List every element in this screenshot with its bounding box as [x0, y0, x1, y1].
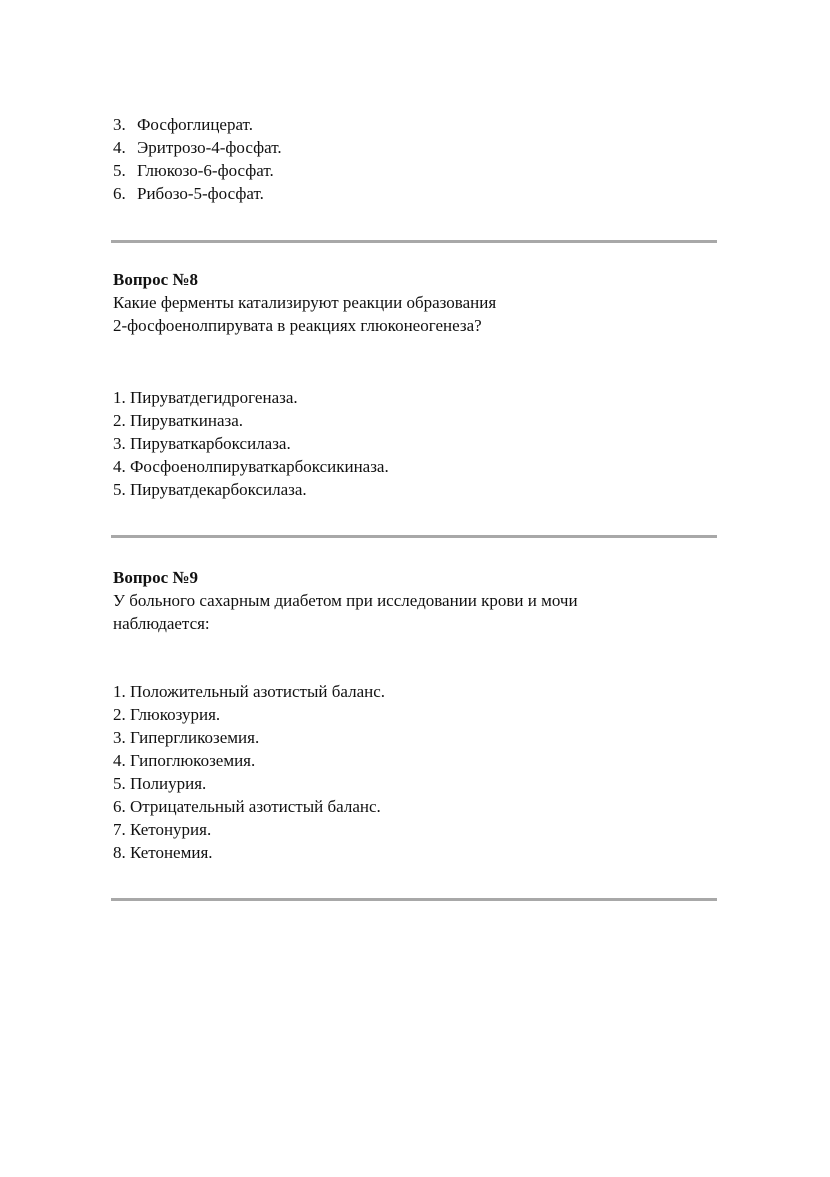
section-divider — [111, 240, 717, 243]
answer-option: 3. Пируваткарбоксилаза. — [113, 434, 291, 453]
question-8-options — [113, 386, 723, 501]
answer-option: 1. Пируватдегидрогеназа. — [113, 388, 298, 407]
list-item: 3. Фосфоглицерат. — [113, 115, 253, 134]
answer-option: 6. Отрицательный азотистый баланс. — [113, 797, 381, 816]
list-item: 6. Рибозо-5-фосфат. — [113, 184, 264, 203]
section-divider — [111, 898, 717, 901]
list-item: 4. Эритрозо-4-фосфат. — [113, 138, 282, 157]
answer-option: 8. Кетонемия. — [113, 843, 213, 862]
section-divider — [111, 535, 717, 538]
question-text-line: У больного сахарным диабетом при исследовании крови и мочи — [113, 591, 578, 610]
answer-option: 5. Полиурия. — [113, 774, 207, 793]
question-9 — [113, 566, 723, 635]
answer-option: 2. Пируваткиназа. — [113, 411, 243, 430]
answer-option: 7. Кетонурия. — [113, 820, 212, 839]
question-text-line: 2-фосфоенолпирувата в реакциях глюконеогенеза? — [113, 316, 482, 335]
answer-option: 4. Гипоглюкоземия. — [113, 751, 256, 770]
answer-option: 3. Гипергликоземия. — [113, 728, 260, 747]
list-item: 5. Глюкозо-6-фосфат. — [113, 161, 274, 180]
answer-option: 5. Пируватдекарбоксилаза. — [113, 480, 307, 499]
question-title: Вопрос №9 — [113, 568, 198, 587]
answer-option: 1. Положительный азотистый баланс. — [113, 682, 386, 701]
question-text-line: наблюдается: — [113, 614, 210, 633]
question-text-line: Какие ферменты катализируют реакции образования — [113, 293, 497, 312]
answer-option: 4. Фосфоенолпируваткарбоксикиназа. — [113, 457, 389, 476]
answer-option: 2. Глюкозурия. — [113, 705, 221, 724]
question-8 — [113, 268, 723, 337]
question-title: Вопрос №8 — [113, 270, 198, 289]
prev-question-options — [113, 113, 723, 205]
question-9-options — [113, 680, 723, 864]
